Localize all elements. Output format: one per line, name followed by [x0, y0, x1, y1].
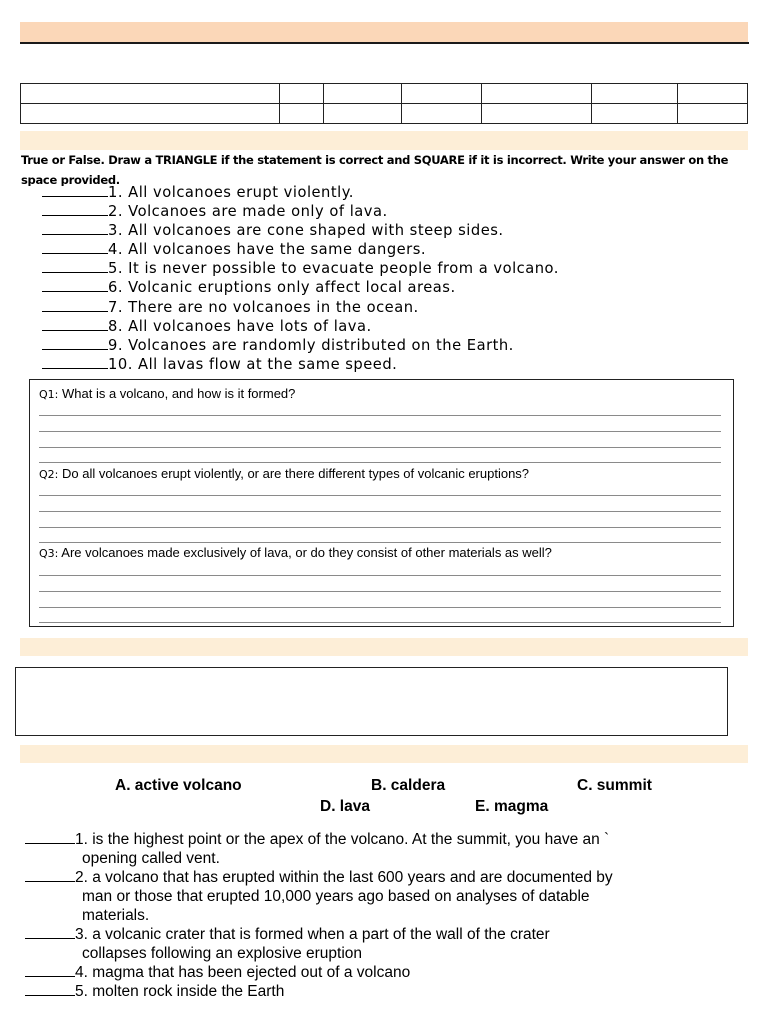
answer-line[interactable] — [39, 607, 721, 608]
question-1: Q1: What is a volcano, and how is it formed? — [39, 386, 296, 401]
table-row — [21, 84, 748, 104]
list-item: 2. a volcano that has erupted within the last 600 years and are documented by — [25, 868, 613, 887]
table-cell[interactable] — [402, 84, 482, 104]
answer-blank[interactable] — [42, 221, 108, 235]
answer-blank[interactable] — [42, 355, 108, 369]
answer-blank[interactable] — [25, 925, 75, 939]
header-band — [20, 22, 748, 42]
table-cell[interactable] — [21, 104, 280, 124]
list-item-continuation: collapses following an explosive eruption — [82, 945, 363, 962]
answer-blank[interactable] — [25, 868, 75, 882]
true-false-list — [42, 183, 559, 374]
answer-line[interactable] — [39, 591, 721, 592]
list-item: 3. All volcanoes are cone shaped with steep sides. — [42, 221, 559, 240]
answer-blank[interactable] — [42, 278, 108, 292]
list-item: 4. All volcanoes have the same dangers. — [42, 240, 559, 259]
true-false-instruction: True or False. Draw a TRIANGLE if the statement is correct and SQUARE if it is incorrect. Write your answer on the space provided. — [21, 153, 729, 186]
answer-blank[interactable] — [25, 830, 75, 844]
list-item: 4. magma that has been ejected out of a volcano — [25, 963, 613, 982]
section-band-true-false — [20, 131, 748, 150]
student-info-table — [20, 83, 748, 124]
table-cell[interactable] — [280, 84, 324, 104]
answer-box[interactable] — [15, 667, 728, 736]
list-item: 3. a volcanic crater that is formed when a part of the wall of the crater — [25, 925, 613, 944]
table-cell[interactable] — [324, 104, 402, 124]
list-item: 9. Volcanoes are randomly distributed on the Earth. — [42, 336, 559, 355]
list-item: 6. Volcanic eruptions only affect local areas. — [42, 278, 559, 297]
answer-blank[interactable] — [42, 317, 108, 331]
answer-blank[interactable] — [25, 963, 75, 977]
list-item: 1. is the highest point or the apex of the volcano. At the summit, you have an ` — [25, 830, 613, 849]
answer-blank[interactable] — [42, 183, 108, 197]
header-rule — [20, 42, 749, 44]
answer-line[interactable] — [39, 622, 721, 623]
choice-e: E. magma — [475, 798, 549, 815]
list-item: 5. molten rock inside the Earth — [25, 982, 613, 1001]
answer-blank[interactable] — [42, 336, 108, 350]
table-cell[interactable] — [678, 104, 748, 124]
list-item: 2. Volcanoes are made only of lava. — [42, 202, 559, 221]
answer-line[interactable] — [39, 527, 721, 528]
answer-line[interactable] — [39, 462, 721, 463]
section-band-matching — [20, 745, 748, 763]
list-item: 1. All volcanoes erupt violently. — [42, 183, 559, 202]
table-cell[interactable] — [482, 104, 592, 124]
list-item-continuation: materials. — [82, 907, 150, 924]
answer-line[interactable] — [39, 431, 721, 432]
answer-blank[interactable] — [25, 982, 75, 996]
answer-line[interactable] — [39, 415, 721, 416]
table-cell[interactable] — [402, 104, 482, 124]
table-cell[interactable] — [280, 104, 324, 124]
answer-blank[interactable] — [42, 259, 108, 273]
answer-blank[interactable] — [42, 240, 108, 254]
section-band-2 — [20, 638, 748, 656]
questions-box — [29, 379, 734, 627]
answer-line[interactable] — [39, 511, 721, 512]
question-2: Q2: Do all volcanoes erupt violently, or are there different types of volcanic eruptions? — [39, 466, 530, 481]
table-cell[interactable] — [678, 84, 748, 104]
choice-b: B. caldera — [371, 777, 446, 794]
choice-a: A. active volcano — [115, 777, 242, 794]
list-item: 5. It is never possible to evacuate people from a volcano. — [42, 259, 559, 278]
list-item: 8. All volcanoes have lots of lava. — [42, 317, 559, 336]
table-cell[interactable] — [482, 84, 592, 104]
matching-list — [25, 830, 613, 1001]
table-row — [21, 104, 748, 124]
answer-line[interactable] — [39, 495, 721, 496]
table-cell[interactable] — [592, 104, 678, 124]
choice-c: C. summit — [577, 777, 652, 794]
answer-blank[interactable] — [42, 298, 108, 312]
list-item: 10. All lavas flow at the same speed. — [42, 355, 559, 374]
table-cell[interactable] — [21, 84, 280, 104]
table-cell[interactable] — [592, 84, 678, 104]
list-item-continuation: man or those that erupted 10,000 years ago based on analyses of datable — [82, 888, 590, 905]
answer-line[interactable] — [39, 575, 721, 576]
answer-blank[interactable] — [42, 202, 108, 216]
answer-line[interactable] — [39, 447, 721, 448]
answer-line[interactable] — [39, 542, 721, 543]
list-item: 7. There are no volcanoes in the ocean. — [42, 298, 559, 317]
list-item-continuation: opening called vent. — [82, 850, 220, 867]
table-cell[interactable] — [324, 84, 402, 104]
choice-d: D. lava — [320, 798, 370, 815]
question-3: Q3: Are volcanoes made exclusively of lava, or do they consist of other materials as well? — [39, 545, 552, 560]
